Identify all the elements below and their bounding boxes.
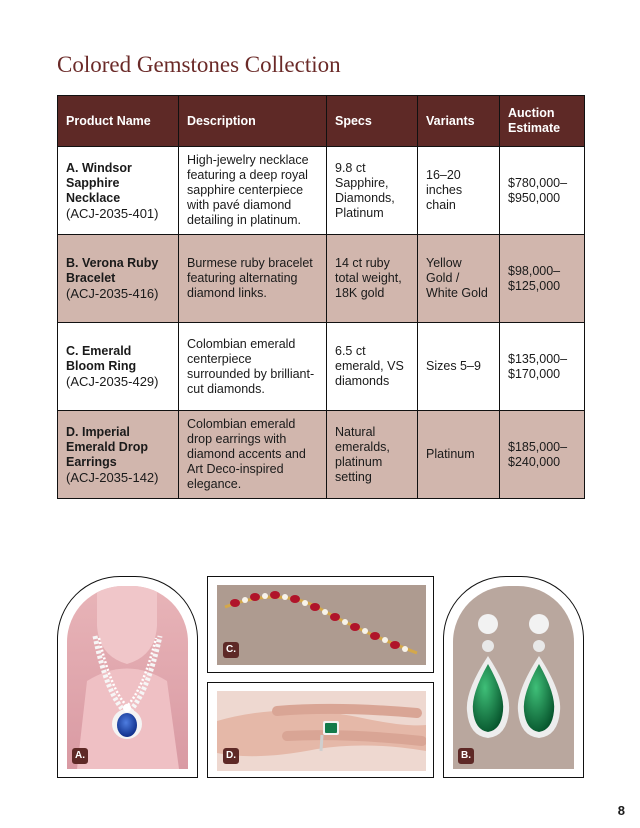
sapphire-necklace-image (67, 586, 188, 769)
description-cell: Colombian emerald drop earrings with diamond accents and Art Deco-inspired elegance. (179, 411, 327, 499)
specs-cell: Natural emeralds, platinum setting (327, 411, 418, 499)
ring-photo-frame (207, 682, 434, 778)
table-row (58, 411, 585, 499)
photo-label-c: C. (223, 642, 239, 658)
table-row (58, 323, 585, 411)
earrings-photo-frame (443, 576, 584, 778)
product-sku: (ACJ-2035-142) (66, 469, 159, 485)
emerald-ring-image (217, 691, 426, 771)
ruby-bracelet-image (217, 585, 426, 665)
variants-cell: Platinum (418, 411, 500, 499)
estimate-cell: $98,000–$125,000 (500, 235, 585, 323)
product-name: B. Verona Ruby Bracelet (66, 256, 159, 285)
product-sku: (ACJ-2035-401) (66, 205, 159, 221)
emerald-earrings-image (453, 586, 574, 769)
header-description: Description (179, 96, 327, 147)
header-specs: Specs (327, 96, 418, 147)
product-name-cell (58, 411, 179, 499)
specs-cell: 9.8 ct Sapphire, Diamonds, Platinum (327, 147, 418, 235)
variants-cell: 16–20 inches chain (418, 147, 500, 235)
photo-label-d: D. (223, 748, 239, 764)
estimate-cell: $135,000–$170,000 (500, 323, 585, 411)
specs-cell: 6.5 ct emerald, VS diamonds (327, 323, 418, 411)
product-name-cell (58, 235, 179, 323)
specs-cell: 14 ct ruby total weight, 18K gold (327, 235, 418, 323)
product-name: D. Imperial Emerald Drop Earrings (66, 424, 148, 469)
estimate-cell: $780,000–$950,000 (500, 147, 585, 235)
header-variants: Variants (418, 96, 500, 147)
description-cell: Burmese ruby bracelet featuring alternating diamond links. (179, 235, 327, 323)
product-sku: (ACJ-2035-429) (66, 374, 159, 389)
necklace-photo-frame (57, 576, 198, 778)
photo-label-a: A. (72, 748, 88, 764)
product-name: C. Emerald Bloom Ring (66, 344, 137, 373)
estimate-cell: $185,000–$240,000 (500, 411, 585, 499)
description-cell: High-jewelry necklace featuring a deep royal sapphire centerpiece with pavé diamond detailing in platinum. (179, 147, 327, 235)
product-table (57, 95, 585, 499)
header-product-name: Product Name (58, 96, 179, 147)
header-auction-estimate: Auction Estimate (500, 96, 585, 147)
page-number: 8 (617, 803, 625, 818)
product-name-cell (58, 147, 179, 235)
photo-label-b: B. (458, 748, 474, 764)
product-name-cell (58, 323, 179, 411)
table-row (58, 147, 585, 235)
description-cell: Colombian emerald centerpiece surrounded by brilliant-cut diamonds. (179, 323, 327, 411)
variants-cell: Yellow Gold / White Gold (418, 235, 500, 323)
table-row (58, 235, 585, 323)
table-header-row (58, 96, 585, 147)
product-sku: (ACJ-2035-416) (66, 286, 159, 301)
page-title: Colored Gemstones Collection (57, 52, 341, 77)
product-name: A. Windsor Sapphire Necklace (66, 160, 132, 205)
variants-cell: Sizes 5–9 (418, 323, 500, 411)
bracelet-photo-frame (207, 576, 434, 673)
